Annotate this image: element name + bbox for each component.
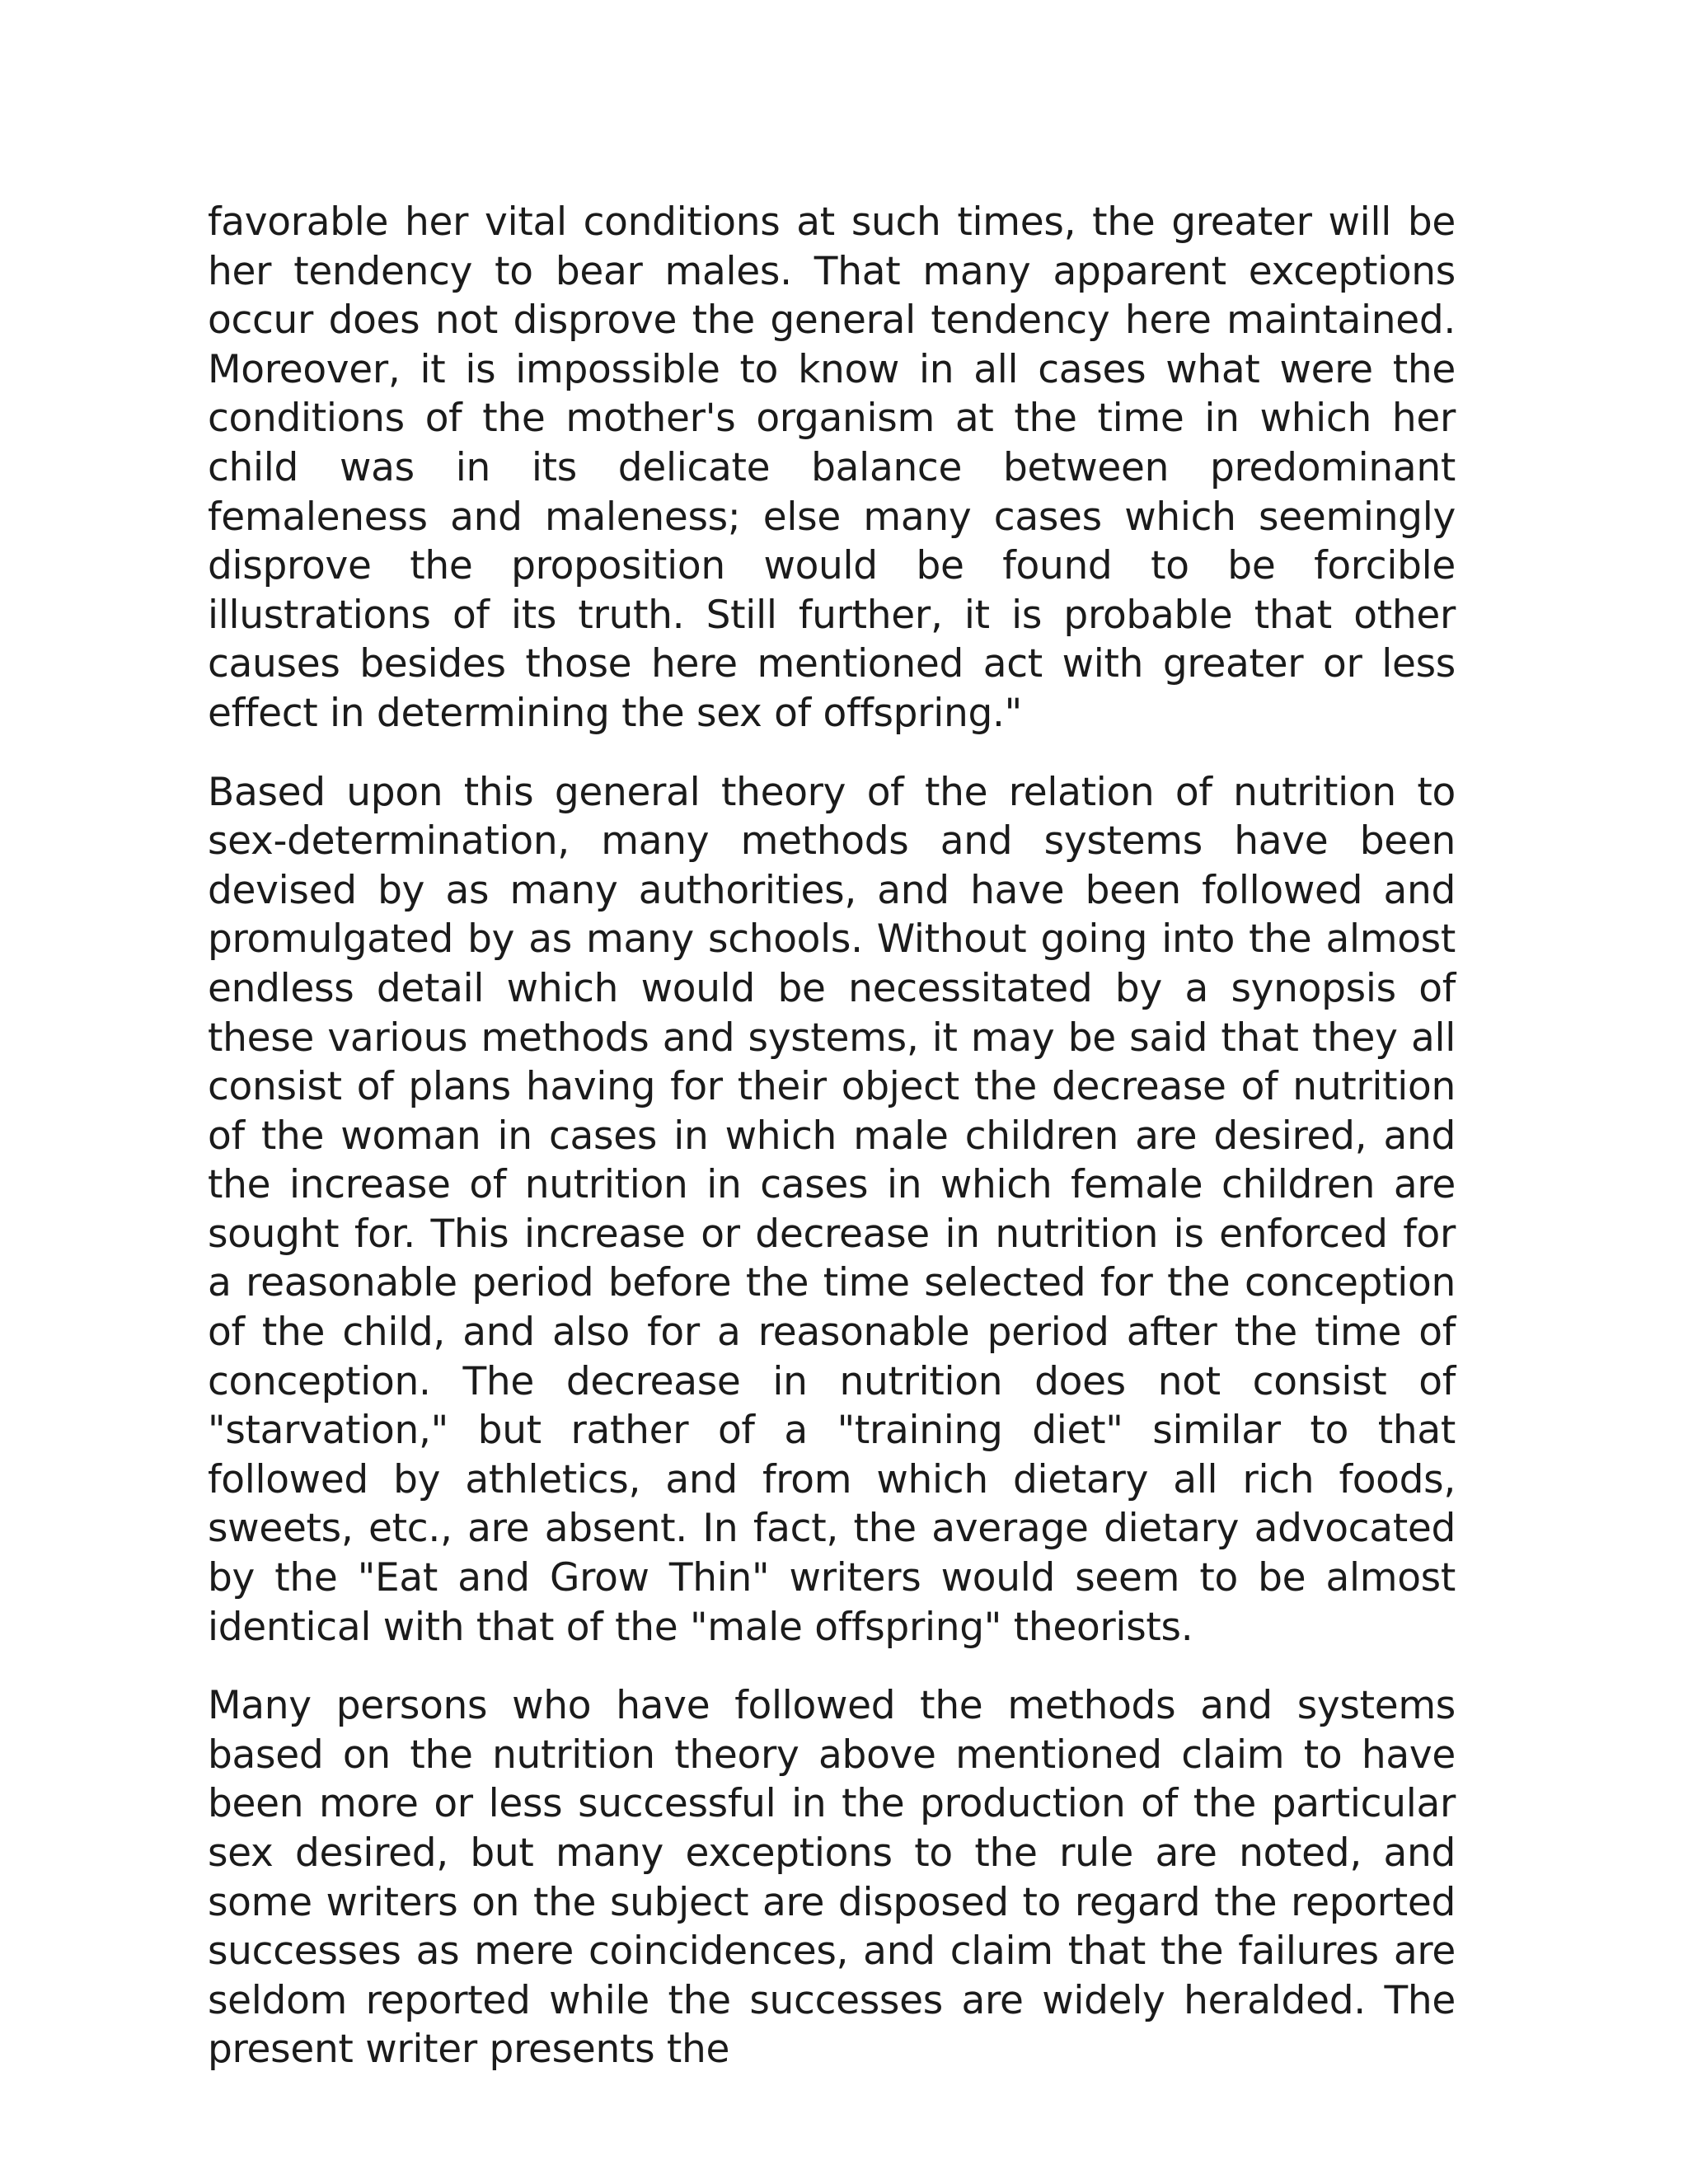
paragraph-2: Based upon this general theory of the relation of nutrition to sex-determination, many methods and systems have been devised by as many authorities, and have been followed and promulgated by as many schools. Without going into the almost endless detail which would be necessitated by a synopsis of these various methods and systems, it may be said that they all consist of plans having for their object the decrease of nutrition of the woman in cases in which male children are desired, and the increase of nutrition in cases in which female children are sought for. This increase or decrease in nutrition is enforced for a reasonable period before the time selected for the conception of the child, and also for a reasonable period after the time of conception. The decrease in nutrition does not consist of "starvation," but rather of a "training diet" similar to that followed by athletics, and from which dietary all rich foods, sweets, etc., are absent. In fact, the average dietary advocated by the "Eat and Grow Thin" writers would seem to be almost identical with that of the "male offspring" theorists.: [208, 769, 1456, 1650]
document-page: [208, 198, 1456, 2104]
paragraph-3: Many persons who have followed the methods and systems based on the nutrition theory above mentioned claim to have been more or less successful in the production of the particular sex desired, but many exceptions to the rule are noted, and some writers on the subject are disposed to regard the reported successes as mere coincidences, and claim that the failures are seldom reported while the successes are widely heralded. The present writer presents the: [208, 1683, 1456, 2073]
paragraph-1: favorable her vital conditions at such times, the greater will be her tendency to bear males. That many apparent exceptions occur does not disprove the general tendency here maintained. Moreover, it is impossible to know in all cases what were the conditions of the mother's organism at the time in which her child was in its delicate balance between predominant femaleness and maleness; else many cases which seemingly disprove the proposition would be found to be forcible illustrations of its truth. Still further, it is probable that other causes besides those here mentioned act with greater or less effect in determining the sex of offspring.": [208, 199, 1456, 736]
